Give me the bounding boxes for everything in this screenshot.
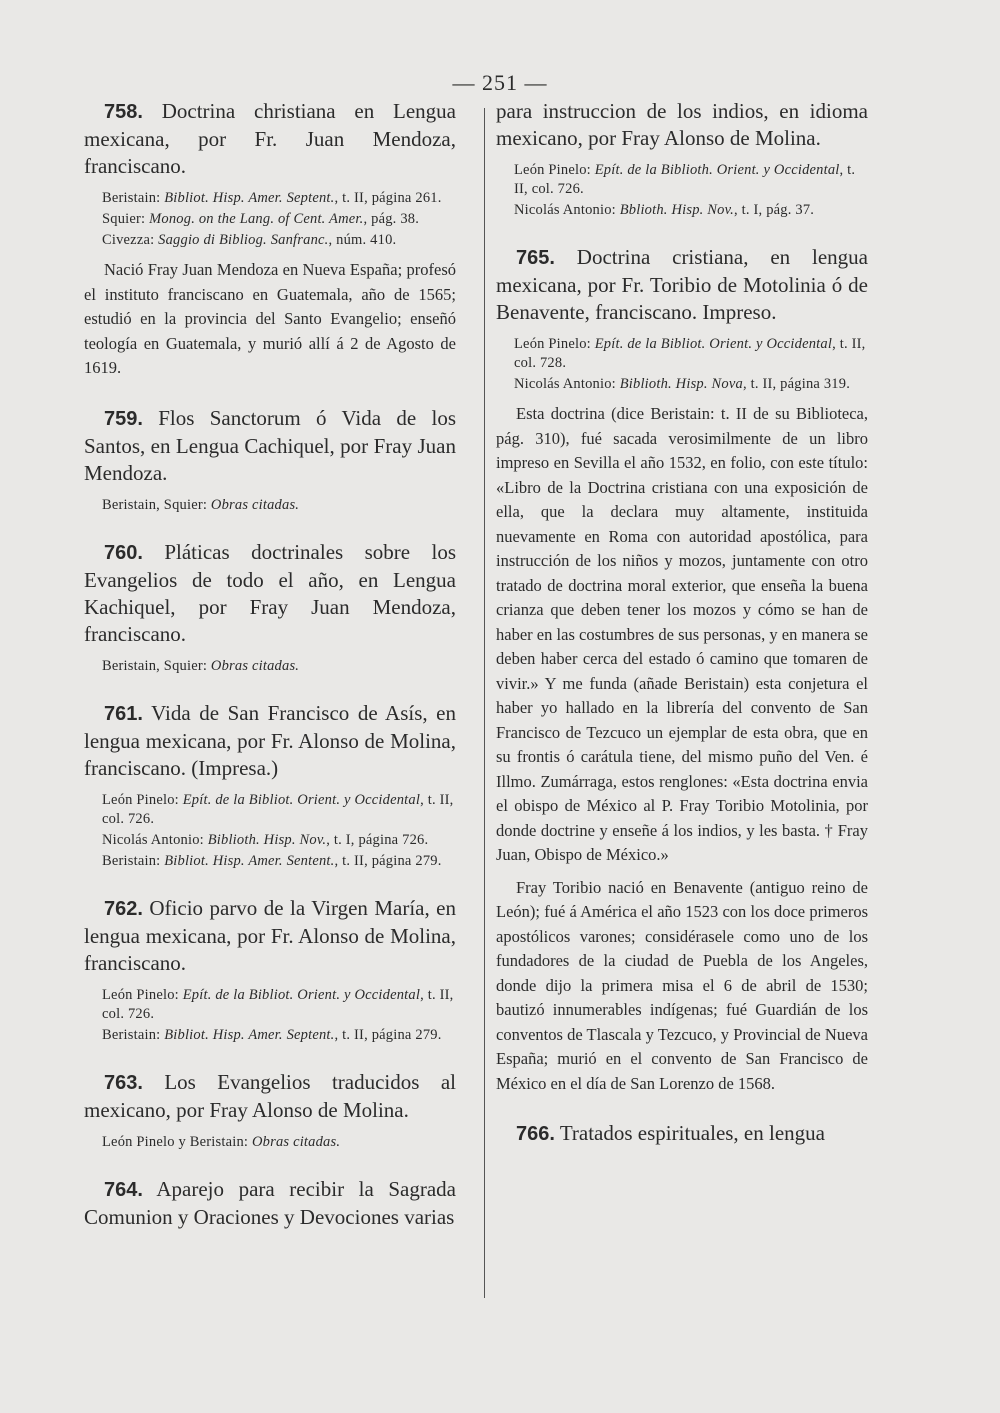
entry-paragraph: Fray Toribio nació en Benavente (antiguo reino de León); fué á América el año 1523 con los doce primeros apostólicos varones; considérasele como uno de los fundadores de la ciudad de Puebla de los Angeles, donde dijo la primera misa el 6 de abril de 1530; bautizó innumerables indígenas; fué Guardián de los conventos de Tlascala y Tezcuco, y Provincial de Nueva España; murió en el convento de San Francisco de México en el día de San Lorenzo de 1568. [496,877,868,1093]
reference-work-title: Epít. de la Biblioth. Orient. y Occidental [594,162,840,178]
entry-title: Vida de San Francisco de Asís, en lengua mexicana, por Fr. Alonso de Molina, franciscano. (Impresa.) [84,700,456,780]
entry-title: para instruccion de los indios, en idioma mexicano, por Fray Alonso de Molina. [496,99,868,150]
reference-author: León Pinelo: [102,791,183,808]
bibliographic-reference [496,375,868,394]
bibliographic-reference [84,189,456,208]
reference-location: , t. II, página 279. [334,852,442,869]
reference-author: Squier: [102,211,150,227]
reference-work-title: Obras citadas. [210,496,300,513]
entry-title: Los Evangelios traducidos al mexicano, por Fray Alonso de Molina. [84,1069,456,1122]
reference-work-title: Bibliot. Hisp. Amer. Sentent. [164,852,335,869]
page-number: — 251 — [452,70,548,95]
reference-work-title: Obras citadas. [251,1133,341,1150]
catalog-entry [84,895,456,1045]
entry-heading [84,98,456,180]
bibliographic-reference [84,1133,456,1152]
entry-heading [84,1176,456,1231]
catalog-entry [496,244,868,1096]
reference-work-title: Bblioth. Hisp. Nov. [619,202,734,218]
entry-heading [84,405,456,487]
reference-location: , t. II, página 279. [334,1026,442,1043]
bibliographic-reference [496,201,868,220]
reference-author: Nicolás Antonio: [102,831,208,848]
reference-work-title: Monog. on the Lang. of Cent. Amer. [149,211,364,227]
entry-heading [84,1069,456,1124]
reference-work-title: Saggio di Bibliog. Sanfranc. [158,232,329,248]
entry-number: 762. [104,897,143,920]
entry-heading [84,895,456,977]
left-column [84,98,456,1255]
bibliographic-reference [84,1026,456,1045]
catalog-entry [84,98,456,381]
entry-number: 763. [104,1071,143,1094]
entry-heading [496,98,868,152]
reference-author: Beristain: [102,852,165,869]
reference-author: Beristain, Squier: [102,496,211,513]
reference-location: , t. I, página 726. [326,831,429,848]
bibliographic-reference [84,791,456,829]
reference-work-title: Bibliot. Hisp. Amer. Septent. [164,1026,335,1043]
reference-author: Nicolás Antonio: [514,202,620,218]
entry-heading [496,1120,868,1148]
reference-author: León Pinelo: [102,986,183,1003]
entry-number: 761. [104,702,143,725]
catalog-entry [496,98,868,220]
bibliographic-reference [84,986,456,1024]
reference-work-title: Epít. de la Bibliot. Orient. y Occidental [182,791,421,808]
reference-location: , t. II, col. 726. [102,791,454,827]
catalog-entry [84,1176,456,1231]
entry-title: Oficio parvo de la Virgen María, en lengua mexicana, por Fr. Alonso de Molina, franciscano. [84,895,457,975]
entry-title: Aparejo para recibir la Sagrada Comunion y Oraciones y Devociones varias [84,1176,457,1229]
entry-title: Doctrina cristiana, en lengua mexicana, por Fr. Toribio de Motolinia ó de Benavente, franciscano. Impreso. [496,245,868,324]
entry-number: 759. [104,407,143,430]
entry-heading [84,539,456,648]
bibliographic-reference [496,335,868,373]
entry-number: 760. [104,541,143,564]
reference-location: , t. I, pág. 37. [734,202,815,218]
bibliographic-reference [84,231,456,250]
reference-work-title: Epít. de la Bibliot. Orient. y Occidental [594,336,833,352]
catalog-entry [496,1120,868,1148]
reference-work-title: Biblioth. Hisp. Nov. [207,831,327,848]
entry-title: Tratados espirituales, en lengua [559,1121,825,1145]
reference-author: León Pinelo y Beristain: [102,1133,252,1150]
bibliographic-reference [84,496,456,515]
entry-title: Doctrina christiana en Lengua mexicana, por Fr. Juan Mendoza, franciscano. [84,99,457,178]
reference-location: , t. II, col. 726. [514,162,856,197]
catalog-entry [84,539,456,676]
entry-number: 766. [516,1123,555,1145]
reference-work-title: Epít. de la Bibliot. Orient. y Occidental [182,986,421,1003]
reference-author: Nicolás Antonio: [514,376,620,392]
reference-location: , núm. 410. [328,232,397,248]
reference-work-title: Obras citadas. [210,657,300,674]
entry-heading [496,244,868,326]
catalog-entry [84,700,456,871]
entry-title: Flos Sanctorum ó Vida de los Santos, en Lengua Cachiquel, por Fray Juan Mendoza. [84,405,456,485]
column-divider [484,108,485,1298]
entry-heading [84,700,456,782]
reference-location: , t. II, col. 728. [514,336,866,371]
bibliographic-reference [84,831,456,850]
entry-paragraph: Nació Fray Juan Mendoza en Nueva España; profesó el instituto franciscano en Guatemala, año de 1565; estudió en la provincia del Santo Evangelio; enseñó teología en Guatemala, y murió allí á 2 de Agosto de 1619. [84,260,456,377]
right-column [496,98,868,1172]
reference-location: , t. II, col. 726. [102,986,454,1022]
reference-work-title: Biblioth. Hisp. Nova [619,376,743,392]
entry-paragraph: Esta doctrina (dice Beristain: t. II de su Biblioteca, pág. 310), fué sacada verosimilmente de un libro impreso en Sevilla el año 1532, en folio, con este título: «Libro de la Doctrina cristiana con una exposición de ella, que la declara muy altamente, instituida nuevamente en Roma con autoridad apostólica, para instrucción de los niños y mozos, juntamente con otro tratado de doctrina moral exterior, que enseña la buena crianza que deben tener los mozos y cómo se han de haber en las costumbres de sus personas, y en manera se deben haber cerca del estado ó camino que tomaren de vivir.» Y me funda (añade Beristain) esta conjetura el haber yo hallado en la librería del convento de San Francisco de Tezcuco un ejemplar de esta obra, que en su frontis ó carátula tiene, del mismo puño del Ven. é Illmo. Zumárraga, estos renglones: «Esta doctrina envia el obispo de México al P. Fray Toribio Motolinia, por donde doctrine y enseñe á los indios, y les basta. † Fray Juan, Obispo de México.» [496,404,868,864]
reference-author: Civezza: [102,232,159,248]
bibliographic-reference [84,657,456,676]
entry-title: Pláticas doctrinales sobre los Evangelios de todo el año, en Lengua Kachiquel, por Fray Juan Mendoza, franciscano. [84,539,456,646]
bibliographic-reference [496,161,868,199]
reference-location: , t. II, página 319. [742,376,851,392]
reference-author: Beristain, Squier: [102,657,211,674]
reference-location: , t. II, página 261. [334,190,442,206]
catalog-entry [84,405,456,515]
reference-author: Beristain: [102,1026,165,1043]
reference-author: Beristain: [102,190,165,206]
reference-author: León Pinelo: [514,336,595,352]
reference-author: León Pinelo: [514,162,595,178]
bibliographic-reference [84,852,456,871]
bibliographic-reference [84,210,456,229]
reference-work-title: Bibliot. Hisp. Amer. Septent. [164,190,335,206]
catalog-entry [84,1069,456,1152]
entry-number: 765. [516,247,555,269]
entry-number: 758. [104,101,143,123]
entry-number: 764. [104,1178,143,1201]
reference-location: , pág. 38. [363,211,420,227]
